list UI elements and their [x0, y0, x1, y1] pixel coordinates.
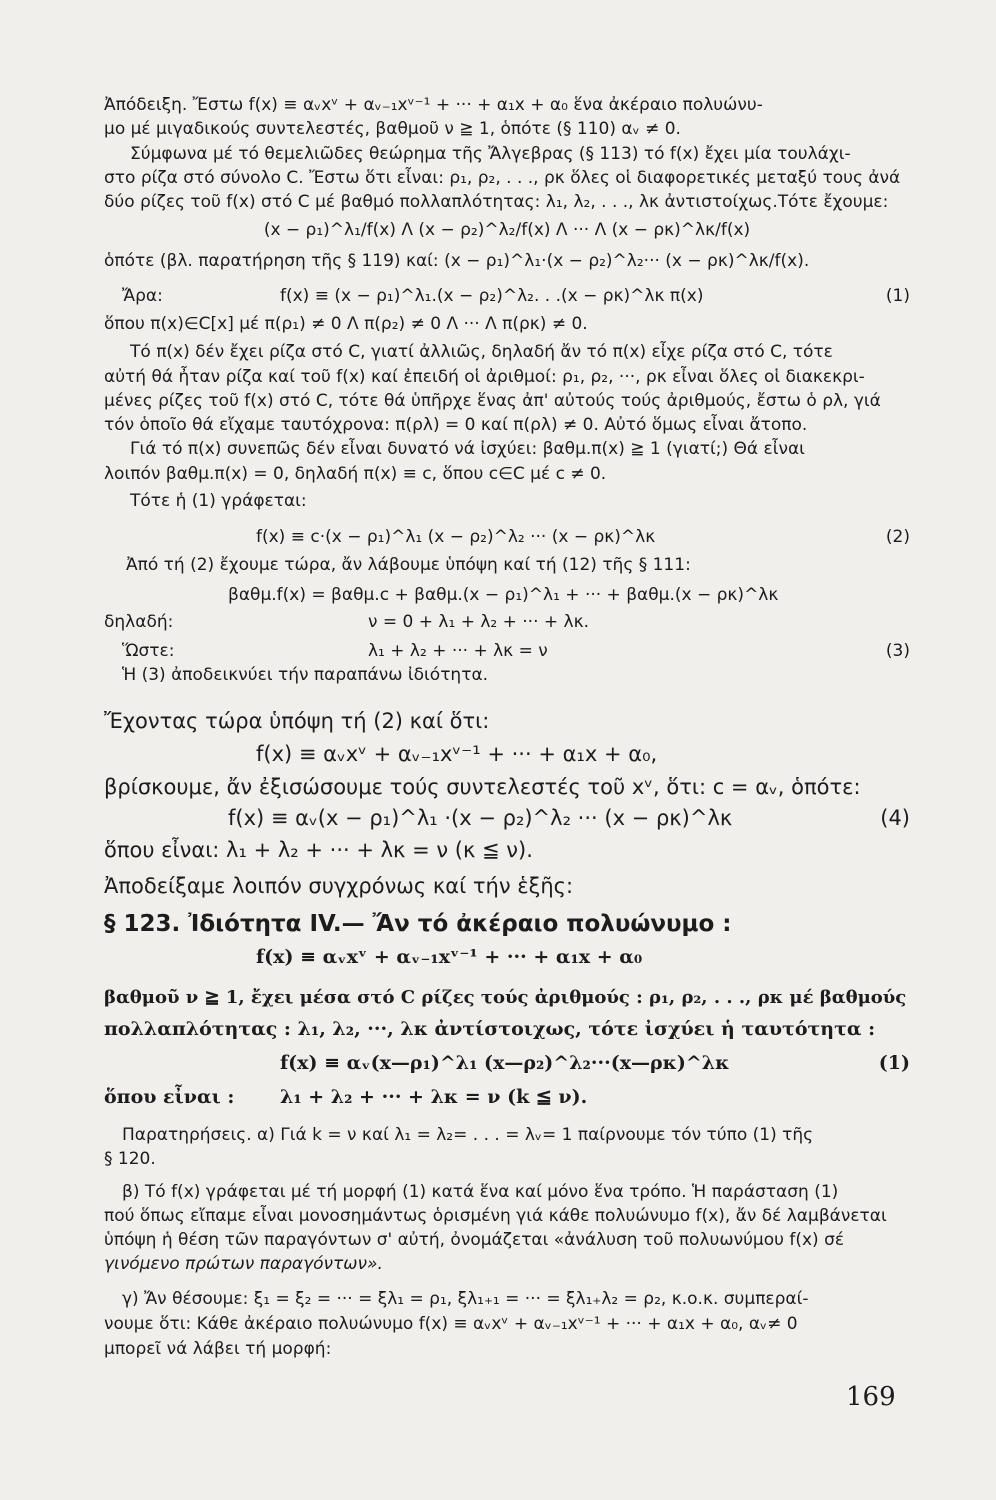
equation-3-row [104, 640, 910, 662]
proof-line-13: τόν ὁποῖο θά εἴχαμε ταυτόχρονα: π(ρλ) = 0 καί π(ρλ) ≠ 0. Αὐτό ὅμως εἶναι ἄτοπο. [104, 415, 808, 435]
proof-line-28: Ἀποδείξαμε λοιπόν συγχρόνως καί τήν ἑξῆς: [104, 874, 574, 898]
equation-1: f(x) ≡ (x − ρ₁)^λ₁.(x − ρ₂)^λ₂. . .(x − ρκ)^λκ π(x) [280, 286, 704, 306]
polynomial-expression: f(x) ≡ αᵥxᵛ + αᵥ₋₁xᵛ⁻¹ + ··· + α₁x + α₀, [256, 742, 658, 766]
proof-line-3: Σύμφωνα μέ τό θεμελιῶδες θεώρημα τῆς Ἄλγεβρας (§ 113) τό f(x) ἔχει μία τουλάχι- [130, 144, 851, 164]
proof-line-15: λοιπόν βαθμ.π(x) = 0, δηλαδή π(x) ≡ c, ὅπου c∈C μέ c ≠ 0. [104, 464, 607, 484]
remark-line-9: μπορεῖ νά λάβει τή μορφή: [104, 1339, 332, 1359]
theorem-condition: λ₁ + λ₂ + ··· + λκ = ν (k ≦ ν). [280, 1086, 588, 1108]
section-heading: § 123. Ἰδιότητα IV.— Ἄν τό ἀκέραιο πολυώνυμο : [104, 911, 732, 937]
theorem-polynomial: f(x) ≡ αᵥxᵛ + αᵥ₋₁xᵛ⁻¹ + ··· + α₁x + α₀ [256, 946, 643, 968]
proof-line-5: δύο ρίζες τοῦ f(x) στό C μέ βαθμό πολλαπλότητας: λ₁, λ₂, . . ., λκ ἀντιστοίχως.Τότε ἔχουμε: [104, 192, 889, 212]
equation-3: λ₁ + λ₂ + ··· + λκ = ν [368, 641, 548, 661]
opou-einai-label: ὅπου εἶναι : [104, 1086, 235, 1108]
equation-number-1: (1) [885, 286, 910, 306]
remark-line-6: γινόμενο πρώτων παραγόντων». [104, 1254, 383, 1274]
remark-line-8: νουμε ὅτι: Κάθε ἀκέραιο πολυώνυμο f(x) ≡ αᵥxᵛ + αᵥ₋₁xᵛ⁻¹ + ··· + α₁x + α₀, αᵥ≠ 0 [104, 1314, 798, 1334]
remark-line-4: πού ὅπως εἴπαμε εἶναι μονοσημάντως ὁρισμένη γιά κάθε πολυώνυμο f(x), ἄν δέ λαμβάνεται [104, 1206, 887, 1226]
proof-line-14: Γιά τό π(x) συνεπῶς δέν εἶναι δυνατό νά ἰσχύει: βαθμ.π(x) ≧ 1 (γιατί;) Θά εἶναι [130, 439, 805, 459]
remark-line-3: β) Τό f(x) γράφεται μέ τή μορφή (1) κατά ἕνα καί μόνο ἕνα τρόπο. Ἡ παράσταση (1) [122, 1182, 839, 1202]
ara-label: Ἄρα: [122, 286, 163, 306]
proof-line-18: Ἀπό τή (2) ἔχουμε τώρα, ἄν λάβουμε ὑπόψη καί τή (12) τῆς § 111: [126, 555, 691, 575]
equation-4: f(x) ≡ αᵥ(x − ρ₁)^λ₁ ·(x − ρ₂)^λ₂ ··· (x − ρκ)^λκ [228, 806, 733, 830]
theorem-identity: f(x) ≡ αᵥ(x—ρ₁)^λ₁ (x—ρ₂)^λ₂···(x—ρκ)^λκ [280, 1052, 730, 1074]
proof-line-2: μο μέ μιγαδικούς συντελεστές, βαθμοῦ ν ≧ 1, ὁπότε (§ 110) αᵥ ≠ 0. [104, 119, 681, 139]
page-number: 169 [846, 1382, 896, 1412]
proof-line-12: μένες ρίζες τοῦ f(x) στό C, τότε θά ὑπῆρχε ἕνας ἀπ' αὐτούς τούς ἀριθμούς, ἔστω ὁ ρλ, γιά [104, 391, 881, 411]
proof-line-16: Τότε ἡ (1) γράφεται: [130, 491, 307, 511]
proof-line-6: (x − ρ₁)^λ₁/f(x) Λ (x − ρ₂)^λ₂/f(x) Λ ··· Λ (x − ρκ)^λκ/f(x) [263, 220, 751, 240]
remark-line-7: γ) Ἄν θέσουμε: ξ₁ = ξ₂ = ··· = ξλ₁ = ρ₁, ξλ₁₊₁ = ··· = ξλ₁₊λ₂ = ρ₂, κ.ο.κ. συμπεραί- [122, 1289, 809, 1309]
dhladh-label: δηλαδή: [104, 612, 174, 632]
theorem-equation-number: (1) [878, 1052, 910, 1074]
theorem-line-1: βαθμοῦ ν ≧ 1, ἔχει μέσα στό C ρίζες τούς ἀριθμούς : ρ₁, ρ₂, . . ., ρκ μέ βαθμούς [104, 987, 907, 1008]
nu-sum: ν = 0 + λ₁ + λ₂ + ··· + λκ. [368, 612, 590, 632]
remark-line-5: ὑπόψη ἡ θέση τῶν παραγόντων σ' αὐτή, ὀνομάζεται «ἀνάλυση τοῦ πολυωνύμου f(x) σέ [104, 1230, 845, 1250]
dhladh-row [104, 611, 910, 633]
proof-line-4: στο ρίζα στό σύνολο C. Ἔστω ὅτι εἶναι: ρ₁, ρ₂, . . ., ρκ ὅλες οἱ διαφορετικές μεταξύ τους ἀνά [104, 168, 901, 188]
equation-2: f(x) ≡ c·(x − ρ₁)^λ₁ (x − ρ₂)^λ₂ ··· (x − ρκ)^λκ [256, 527, 656, 547]
proof-line-1: Ἀπόδειξη. Ἔστω f(x) ≡ αᵥxᵛ + αᵥ₋₁xᵛ⁻¹ + ··· + α₁x + α₀ ἕνα ἀκέραιο πολυώνυ- [104, 95, 763, 115]
equation-number-3: (3) [885, 641, 910, 661]
remark-line-2: § 120. [104, 1149, 156, 1169]
equation-number-2: (2) [885, 527, 910, 547]
equation-number-4: (4) [880, 806, 910, 830]
proof-line-7: ὁπότε (βλ. παρατήρηση τῆς § 119) καί: (x − ρ₁)^λ₁·(x − ρ₂)^λ₂··· (x − ρκ)^λκ/f(x). [104, 251, 810, 271]
proof-line-10: Τό π(x) δέν ἔχει ρίζα στό C, γιατί ἀλλιῶς, δηλαδή ἄν τό π(x) εἶχε ρίζα στό C, τότε [130, 342, 833, 362]
proof-line-27: ὅπου εἶναι: λ₁ + λ₂ + ··· + λκ = ν (κ ≦ ν). [104, 838, 533, 862]
proof-line-11: αὐτή θά ἦταν ρίζα καί τοῦ f(x) καί ἐπειδή οἱ ἀριθμοί: ρ₁, ρ₂, ···, ρκ εἶναι ὅλες οἱ διακεκρι- [104, 367, 865, 387]
remark-line-1: Παρατηρήσεις. α) Γιά k = ν καί λ₁ = λ₂= . . . = λᵥ= 1 παίρνουμε τόν τύπο (1) τῆς [122, 1125, 814, 1145]
equation-1-row [104, 285, 910, 307]
oste-label: Ὥστε: [122, 641, 175, 661]
proof-line-22: Ἡ (3) ἀποδεικνύει τήν παραπάνω ἰδιότητα. [122, 665, 489, 685]
theorem-line-2: πολλαπλότητας : λ₁, λ₂, ···, λκ ἀντίστοιχως, τότε ἰσχύει ἡ ταυτότητα : [104, 1018, 876, 1040]
theorem-condition-row [104, 1083, 910, 1111]
proof-line-23: Ἔχοντας τώρα ὑπόψη τή (2) καί ὅτι: [104, 709, 490, 733]
proof-line-25: βρίσκουμε, ἄν ἐξισώσουμε τούς συντελεστές τοῦ xᵛ, ὅτι: c = αᵥ, ὁπότε: [104, 775, 861, 799]
degree-equation: βαθμ.f(x) = βαθμ.c + βαθμ.(x − ρ₁)^λ₁ + ··· + βαθμ.(x − ρκ)^λκ [228, 585, 779, 605]
proof-line-9: ὅπου π(x)∈C[x] μέ π(ρ₁) ≠ 0 Λ π(ρ₂) ≠ 0 Λ ··· Λ π(ρκ) ≠ 0. [104, 314, 588, 334]
